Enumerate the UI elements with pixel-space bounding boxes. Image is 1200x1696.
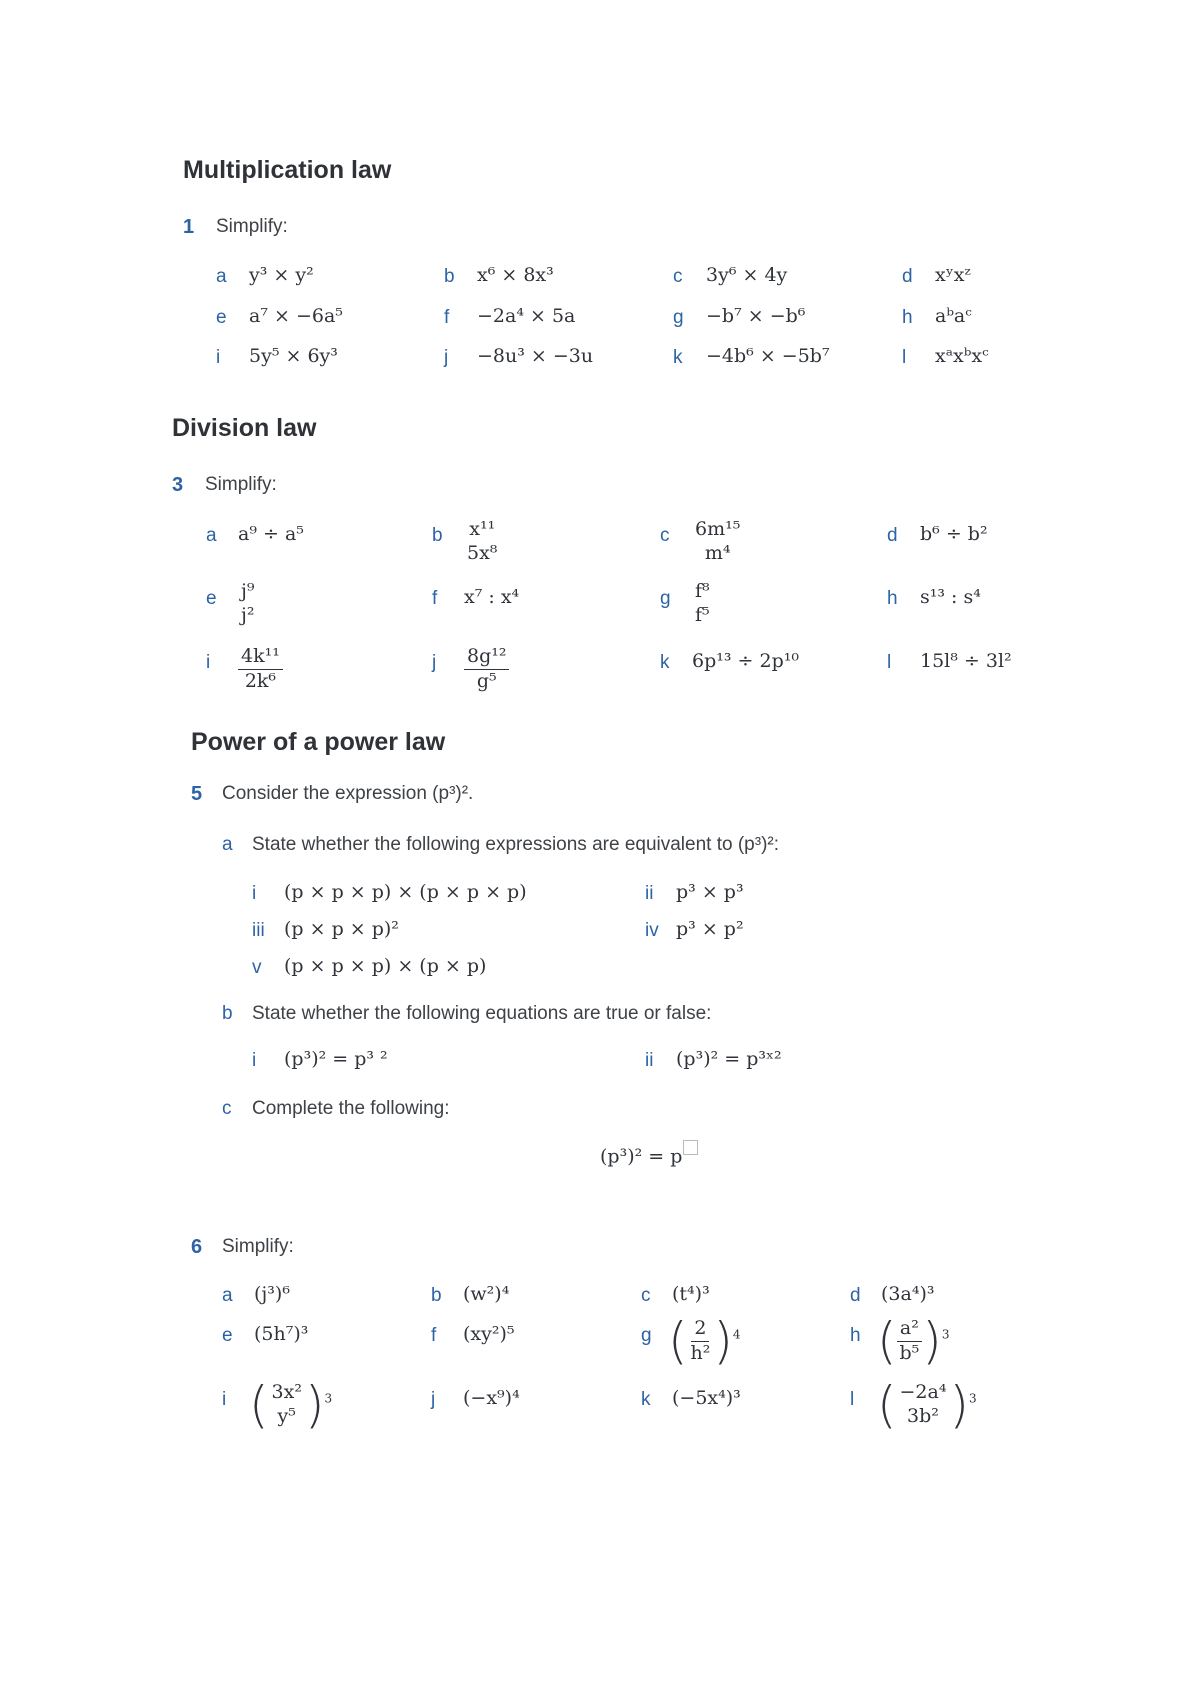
item-label: k — [641, 1389, 651, 1410]
item-label: e — [216, 307, 227, 328]
item-expression: (t⁴)³ — [672, 1283, 710, 1305]
item-label: k — [673, 347, 683, 368]
item-label: i — [206, 652, 211, 673]
part-text: State whether the following equations are true or false: — [252, 1003, 712, 1024]
answer-box[interactable] — [683, 1140, 698, 1155]
item-label: k — [660, 652, 670, 673]
item-label: g — [673, 307, 684, 328]
item-expression: −2a⁴ × 5a — [477, 305, 576, 327]
item-label: h — [887, 588, 898, 609]
part-text: Complete the following: — [252, 1098, 450, 1119]
item-expression: xʸxᶻ — [935, 264, 971, 286]
item-label: l — [850, 1389, 855, 1410]
complete-expression — [600, 1140, 698, 1167]
item-label: b — [431, 1285, 442, 1306]
item-expression: s¹³ : s⁴ — [920, 586, 981, 608]
power-exponent: 3 — [324, 1391, 333, 1406]
item-expression: (p × p × p)² — [284, 918, 399, 940]
right-paren: ) — [713, 1312, 733, 1370]
fraction-numerator: x¹¹ — [469, 518, 496, 540]
item-label: f — [444, 307, 450, 328]
item-label: b — [432, 525, 443, 546]
item-label: j — [432, 652, 437, 673]
item-expression: (w²)⁴ — [463, 1283, 510, 1305]
item-expression: (5h⁷)³ — [254, 1323, 309, 1345]
item-bracketed-fraction — [668, 1312, 741, 1370]
item-fraction — [238, 580, 258, 628]
item-label: g — [641, 1325, 652, 1346]
item-label: g — [660, 588, 671, 609]
item-fraction — [464, 518, 500, 566]
power-exponent: 4 — [732, 1327, 741, 1342]
question-number: 1 — [183, 216, 195, 238]
item-expression: 5y⁵ × 6y³ — [249, 345, 338, 367]
item-label: j — [431, 1389, 436, 1410]
item-label: c — [660, 525, 670, 546]
item-label: iv — [645, 920, 659, 941]
question-number: 3 — [172, 474, 184, 496]
fraction-denominator: 2k⁶ — [244, 669, 277, 692]
item-expression: 3y⁶ × 4y — [706, 264, 788, 286]
item-label: c — [673, 266, 683, 287]
left-paren: ( — [877, 1312, 897, 1370]
item-expression: x⁷ : x⁴ — [464, 586, 520, 608]
fraction-numerator: f⁸ — [695, 580, 710, 602]
item-expression: 15l⁸ ÷ 3l² — [920, 650, 1012, 672]
item-fraction — [238, 645, 283, 694]
part-label: c — [222, 1098, 232, 1119]
question-text: Simplify: — [205, 474, 277, 495]
item-expression: −4b⁶ × −5b⁷ — [706, 345, 830, 367]
left-paren: ( — [668, 1312, 688, 1370]
item-label: d — [887, 525, 898, 546]
fraction-denominator: 3b² — [907, 1405, 939, 1427]
item-label: iii — [252, 920, 265, 941]
fraction-numerator: 8g¹² — [464, 645, 509, 670]
fraction-denominator: j² — [241, 603, 255, 626]
item-expression: −b⁷ × −b⁶ — [706, 305, 806, 327]
item-label: h — [850, 1325, 861, 1346]
complete-expression-text: (p³)² = p — [600, 1145, 683, 1168]
item-expression: (p³)² = p³ ² — [284, 1048, 388, 1070]
fraction-numerator: j⁹ — [241, 580, 255, 602]
fraction-denominator: g⁵ — [476, 669, 497, 692]
heading-division-law: Division law — [172, 414, 317, 442]
item-label: ii — [645, 1050, 654, 1071]
power-exponent: 3 — [968, 1391, 977, 1406]
item-expression: (xy²)⁵ — [463, 1323, 515, 1345]
item-expression: (p × p × p) × (p × p × p) — [284, 881, 527, 903]
item-label: a — [222, 1285, 233, 1306]
item-label: j — [444, 347, 449, 368]
question-text: Simplify: — [216, 216, 288, 237]
item-expression: x⁶ × 8x³ — [477, 264, 554, 286]
part-label: b — [222, 1003, 233, 1024]
item-label: v — [252, 957, 262, 978]
item-expression: (p × p × p) × (p × p) — [284, 955, 487, 977]
right-paren: ) — [304, 1376, 325, 1434]
item-label: i — [216, 347, 221, 368]
item-label: a — [216, 266, 227, 287]
right-paren: ) — [949, 1376, 969, 1434]
item-bracketed-fraction — [877, 1312, 950, 1370]
fraction-denominator: b⁵ — [899, 1341, 920, 1364]
item-label: a — [206, 525, 217, 546]
part-text: State whether the following expressions are equivalent to (p³)²: — [252, 834, 779, 855]
item-label: b — [444, 266, 455, 287]
item-label: i — [252, 883, 257, 904]
item-bracketed-fraction — [249, 1376, 333, 1434]
item-label: h — [902, 307, 913, 328]
fraction-denominator: f⁵ — [695, 603, 710, 626]
item-expression: a⁹ ÷ a⁵ — [238, 523, 304, 545]
item-expression: xᵃxᵇxᶜ — [935, 345, 989, 367]
fraction-numerator: 3x² — [271, 1381, 302, 1404]
fraction-numerator: −2a⁴ — [899, 1381, 947, 1404]
fraction-numerator: a² — [897, 1317, 922, 1342]
left-paren: ( — [249, 1376, 269, 1434]
item-expression: p³ × p² — [676, 918, 744, 940]
item-label: e — [222, 1325, 233, 1346]
item-expression: (j³)⁶ — [254, 1283, 290, 1305]
question-number: 6 — [191, 1236, 203, 1258]
heading-multiplication-law: Multiplication law — [183, 156, 392, 184]
item-expression: 6p¹³ ÷ 2p¹⁰ — [692, 650, 799, 672]
fraction-numerator: 4k¹¹ — [238, 645, 283, 670]
question-text: Consider the expression (p³)². — [222, 783, 474, 804]
item-label: i — [252, 1050, 257, 1071]
power-exponent: 3 — [941, 1327, 950, 1342]
item-label: l — [887, 652, 892, 673]
fraction-numerator: 6m¹⁵ — [695, 518, 741, 540]
question-text: Simplify: — [222, 1236, 294, 1257]
item-label: f — [431, 1325, 437, 1346]
item-expression: (−5x⁴)³ — [672, 1387, 741, 1409]
item-fraction — [692, 518, 743, 566]
item-expression: (3a⁴)³ — [881, 1283, 935, 1305]
part-label: a — [222, 834, 233, 855]
item-bracketed-fraction — [877, 1376, 977, 1434]
item-expression: y³ × y² — [249, 264, 314, 286]
item-fraction — [464, 645, 509, 694]
item-label: f — [432, 588, 438, 609]
item-label: e — [206, 588, 217, 609]
item-expression: (p³)² = p³ˣ² — [676, 1048, 782, 1070]
item-label: c — [641, 1285, 651, 1306]
question-number: 5 — [191, 783, 203, 805]
item-label: d — [902, 266, 913, 287]
heading-power-of-a-power-law: Power of a power law — [191, 728, 446, 756]
item-label: ii — [645, 883, 654, 904]
item-label: i — [222, 1389, 227, 1410]
left-paren: ( — [877, 1376, 897, 1434]
right-paren: ) — [922, 1312, 942, 1370]
item-expression: b⁶ ÷ b² — [920, 523, 988, 545]
item-expression: aᵇaᶜ — [935, 305, 972, 327]
item-expression: (−x⁹)⁴ — [463, 1387, 520, 1409]
item-expression: p³ × p³ — [676, 881, 744, 903]
item-expression: −8u³ × −3u — [477, 345, 594, 367]
item-label: d — [850, 1285, 861, 1306]
item-fraction — [692, 580, 713, 628]
fraction-denominator: 5x⁸ — [467, 541, 498, 564]
fraction-denominator: y⁵ — [277, 1405, 296, 1427]
fraction-denominator: h² — [690, 1341, 711, 1364]
item-expression: a⁷ × −6a⁵ — [249, 305, 343, 327]
fraction-numerator: 2 — [691, 1317, 709, 1342]
item-label: l — [902, 347, 907, 368]
fraction-denominator: m⁴ — [704, 541, 731, 564]
